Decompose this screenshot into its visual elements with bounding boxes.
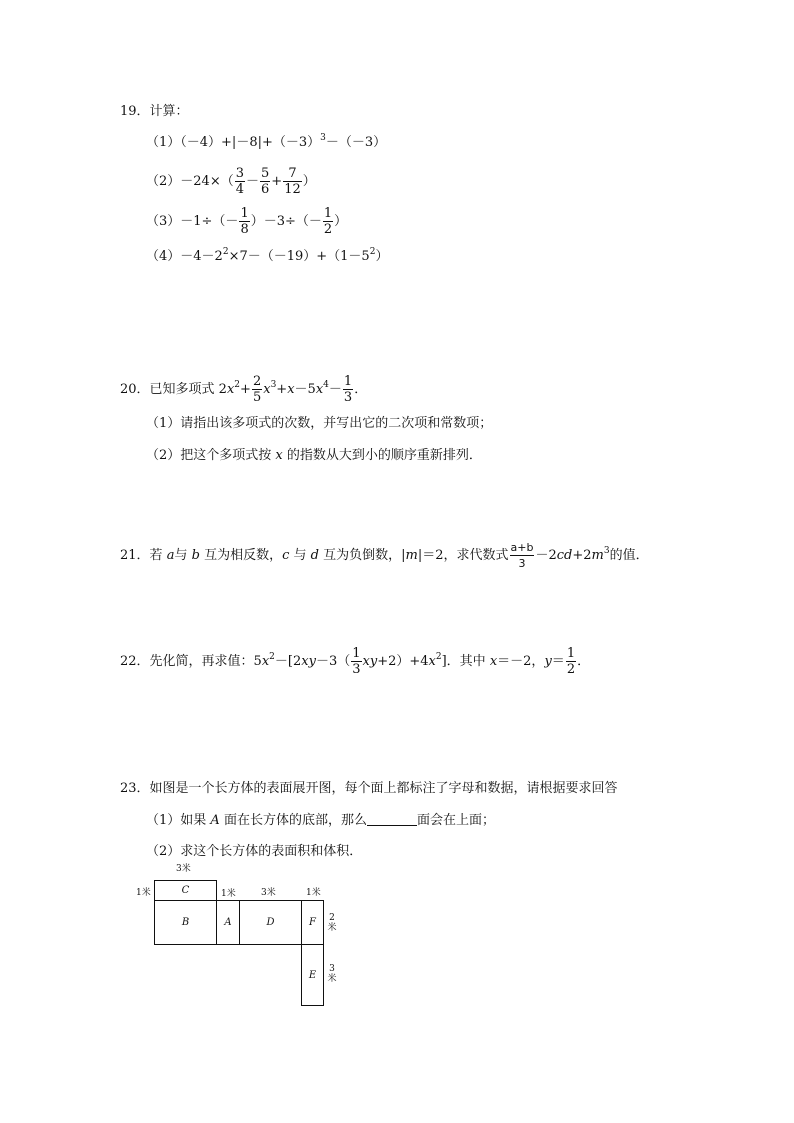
label-f-top: 1米 xyxy=(306,888,321,898)
q19-p1-exp: 3 xyxy=(320,133,326,143)
q19-part3: （3）－1÷（－ $\frac{1}{8}$ ）－3÷（－ $\frac{1}{2}$ ） xyxy=(146,206,348,237)
face-d: D xyxy=(239,900,302,945)
q22-text: 22．先化简，再求值：$5x^2-[2xy-3$（ $\frac{1}{3}$ $xy+2)+4x^2$]．其中 x＝－2，y＝ $\frac{1}{2}$ ． xyxy=(120,646,591,677)
fraction: $\frac{7}{12}$ xyxy=(284,166,301,197)
answer-blank[interactable] xyxy=(367,813,417,826)
face-f: F xyxy=(301,900,324,945)
fraction: $\frac{5}{6}$ xyxy=(261,166,270,197)
label-f-right: 2 米 xyxy=(327,913,337,933)
fraction: $\frac{a+b}{3}$ xyxy=(510,541,534,570)
fraction: $\frac{3}{4}$ xyxy=(235,166,244,197)
fraction: $\frac{1}{2}$ xyxy=(323,206,333,237)
q19-p1-tail: －（－3） xyxy=(325,135,387,150)
q20-title: 20．已知多项式 $2x^2+$ $\frac{2}{5}$ $x^3+x-5x^4-$ $\frac{1}{3}$ ． xyxy=(120,374,368,405)
q23-part1: （1）如果 A 面在长方体的底部，那么 面会在上面； xyxy=(146,813,495,828)
q19-part2: （2）－24×（ $\frac{3}{4}$ － $\frac{5}{6}$ + $\frac{7}{12}$ ） xyxy=(146,166,316,197)
label-c-top: 3米 xyxy=(176,864,191,874)
fraction: $\frac{1}{8}$ xyxy=(240,206,249,237)
face-a: A xyxy=(216,900,240,945)
face-b: B xyxy=(154,900,217,945)
label-c-left: 1米 xyxy=(136,888,151,898)
q19-part1 xyxy=(146,133,386,153)
label-e-right: 3 米 xyxy=(327,964,337,984)
q19-p2-text: （2）－24×（ xyxy=(146,174,234,189)
q21-text: 21．若 a与 b 互为相反数，c 与 d 互为负倒数，|m|＝2，求代数式 $\frac{a+b}{3}$ $-2cd+2m^3$的值． xyxy=(120,541,649,570)
face-c: C xyxy=(154,880,217,901)
q19-p1-text: （1）（－4）+|－8|+（－3） xyxy=(146,135,321,150)
label-a-top: 1米 xyxy=(221,889,236,899)
q19-part4: $(4)-4-2^2\times 7-(-19)+(1-5^2)$ xyxy=(146,247,389,264)
face-e: E xyxy=(301,944,324,1006)
q19-title: 19．计算： xyxy=(120,104,189,119)
q23-part2: （2）求这个长方体的表面积和体积． xyxy=(146,844,363,859)
fraction: $\frac{1}{2}$ xyxy=(566,646,576,677)
label-d-top: 3米 xyxy=(261,888,276,898)
fraction: $\frac{2}{5}$ xyxy=(252,374,262,405)
fraction: $\frac{1}{3}$ xyxy=(352,646,361,677)
q20-part2: （2）把这个多项式按 x 的指数从大到小的顺序重新排列． xyxy=(146,448,482,463)
q23-title: 23．如图是一个长方体的表面展开图，每个面上都标注了字母和数据，请根据要求回答 xyxy=(120,781,618,796)
cuboid-net-figure xyxy=(130,860,370,1020)
q20-part1: （1）请指出该多项式的次数，并写出它的二次项和常数项； xyxy=(146,416,493,431)
fraction: $\frac{1}{3}$ xyxy=(343,374,353,405)
